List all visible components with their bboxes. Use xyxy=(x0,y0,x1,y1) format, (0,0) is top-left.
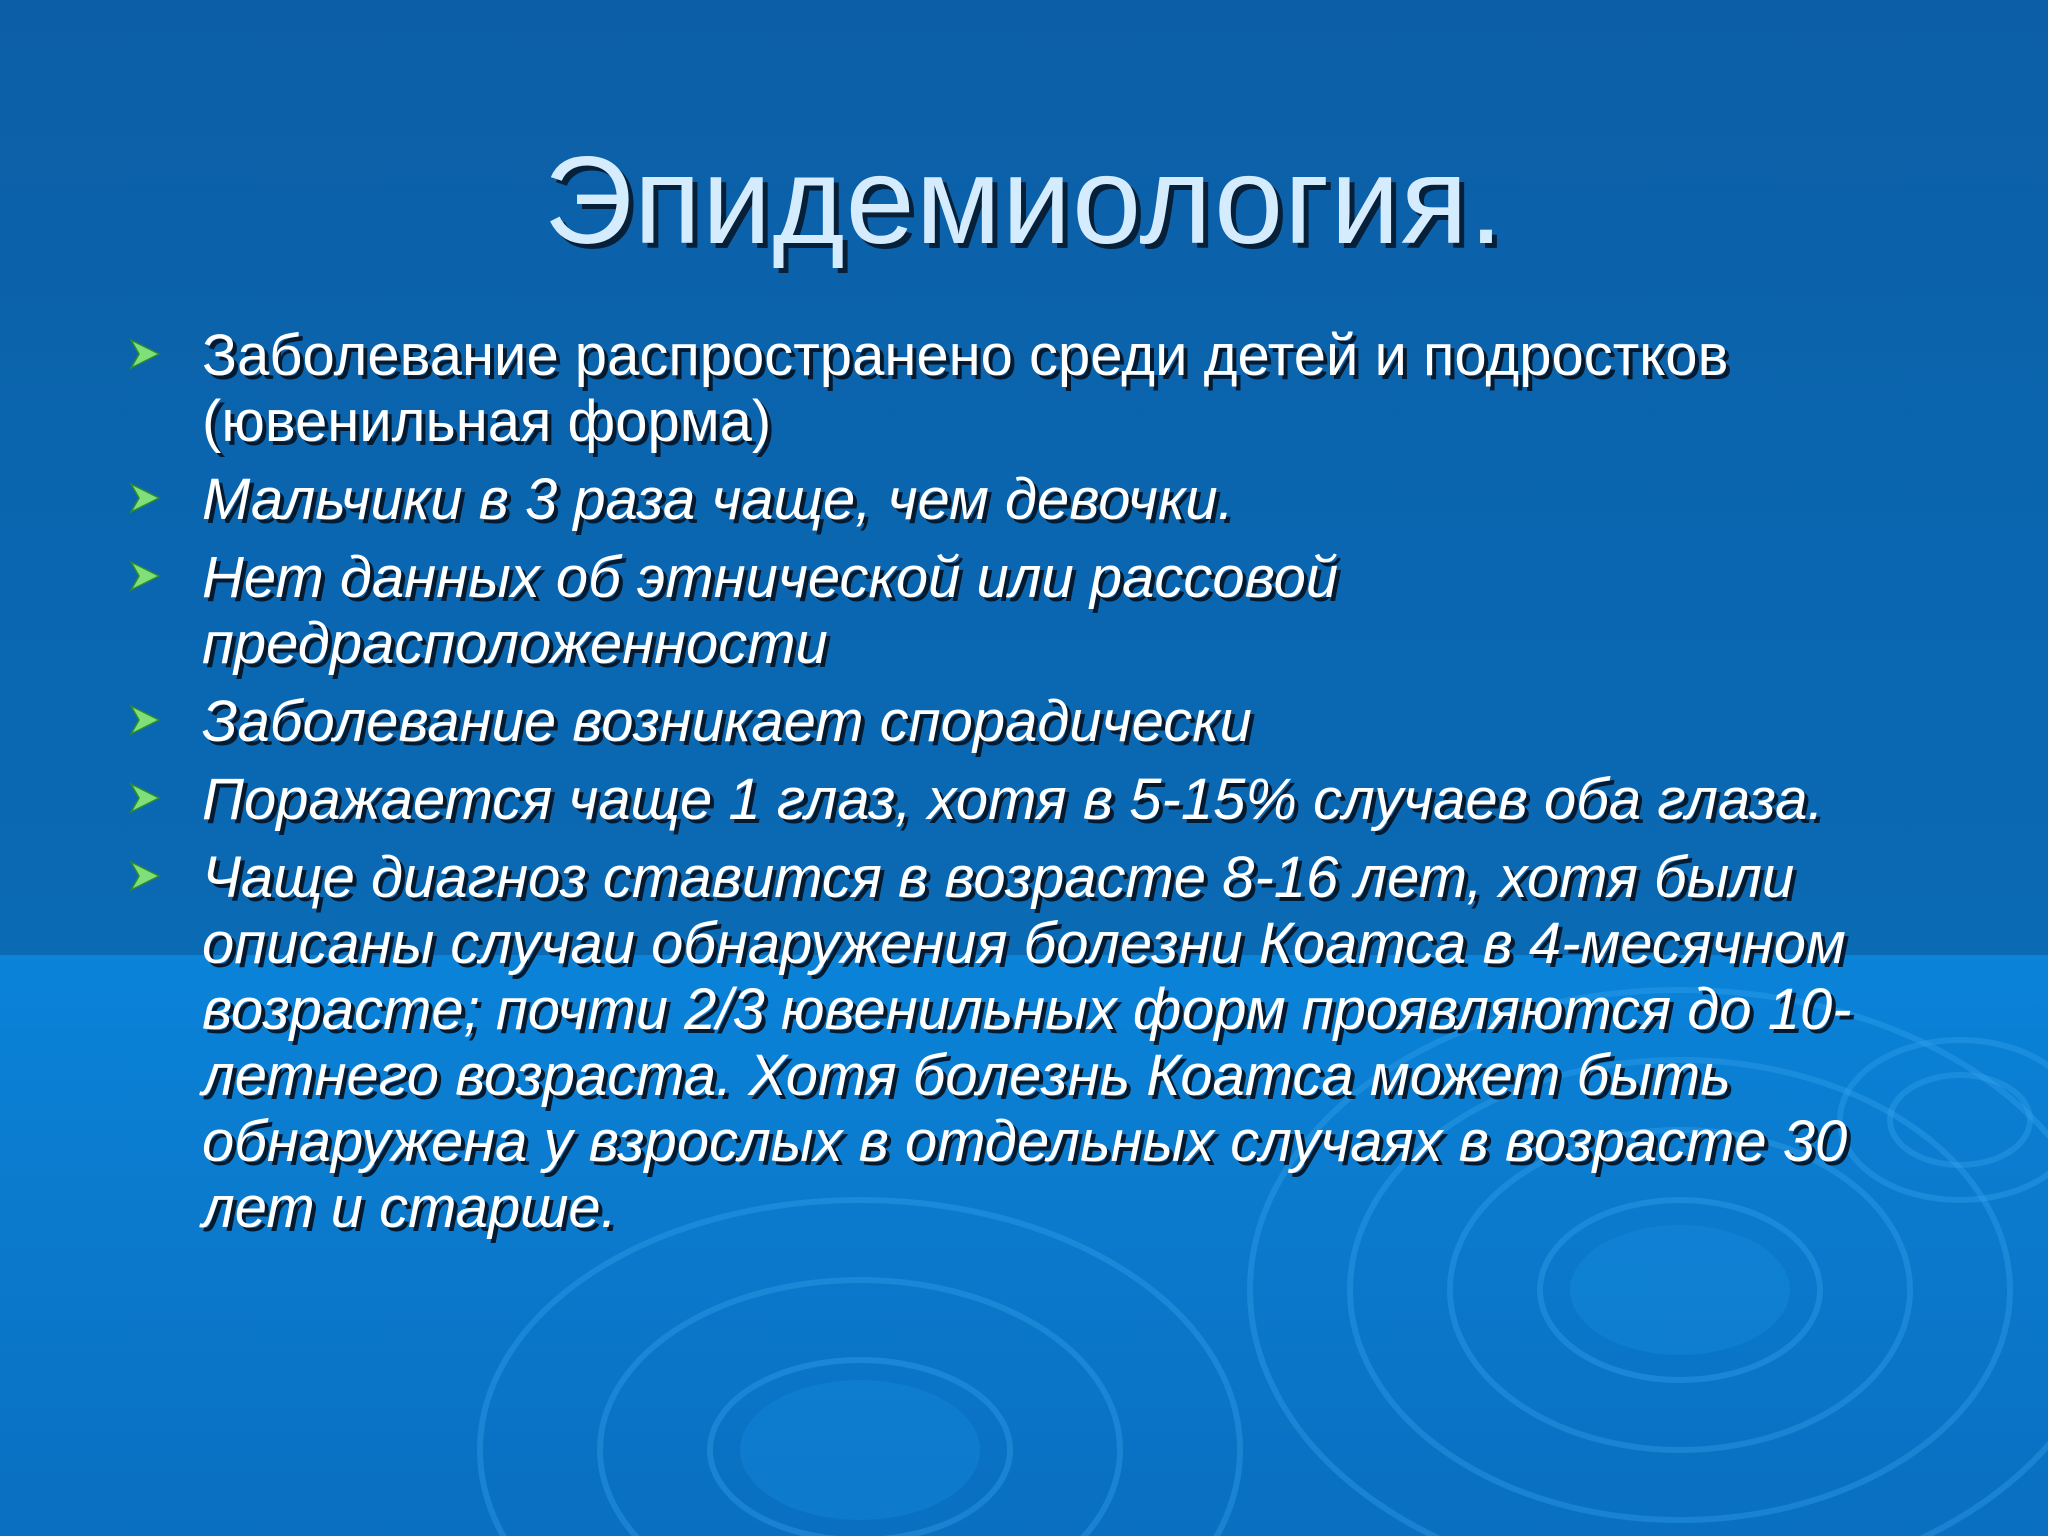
bullet-text: Поражается чаще 1 глаз, хотя в 5-15% случаев оба глаза. xyxy=(202,767,1824,832)
chevron-arrow-icon xyxy=(128,781,162,815)
chevron-arrow-icon xyxy=(128,481,162,515)
bullet-text: Мальчики в 3 раза чаще, чем девочки. xyxy=(202,467,1234,532)
bullet-text: Заболевание возникает спорадически xyxy=(202,689,1252,754)
bullet-item xyxy=(128,845,1928,1241)
bullet-list xyxy=(128,323,1928,1253)
bullet-text: Заболевание распространено среди детей и подростков (ювенильная форма) xyxy=(202,323,1729,454)
chevron-arrow-icon xyxy=(128,337,162,371)
bullet-item xyxy=(128,467,1928,533)
bullet-item xyxy=(128,767,1928,833)
bullet-item xyxy=(128,545,1928,677)
chevron-arrow-icon xyxy=(128,859,162,893)
bullet-text: Нет данных об этнической или рассовой предрасположенности xyxy=(202,545,1339,676)
chevron-arrow-icon xyxy=(128,703,162,737)
chevron-arrow-icon xyxy=(128,559,162,593)
bullet-text: Чаще диагноз ставится в возрасте 8-16 лет, хотя были описаны случаи обнаружения болезни Коатса в 4-месячном возрасте; почти 2/3 ювенильных форм проявляются до 10-летнего возраста. Хотя болезнь Коатса может быть обнаружена у взрослых в отдельных случаях в возрасте 30 лет и старше. xyxy=(202,845,1852,1240)
bullet-item xyxy=(128,689,1928,755)
bullet-item xyxy=(128,323,1928,455)
slide-title: Эпидемиология. xyxy=(543,132,1505,270)
